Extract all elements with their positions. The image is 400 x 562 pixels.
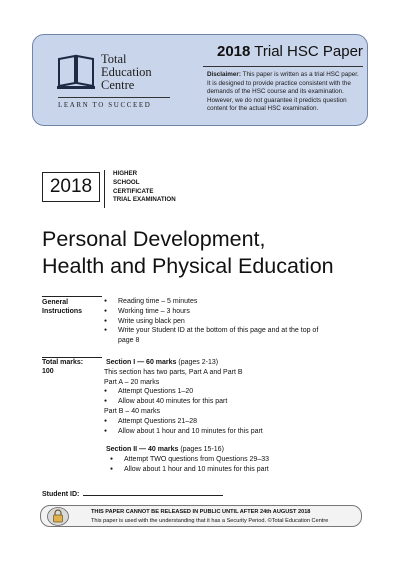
section-2-title: Section II — 40 marks	[106, 446, 179, 454]
section-2-pages: (pages 15-16)	[178, 446, 224, 454]
disclaimer	[207, 71, 363, 114]
section-spacer	[104, 436, 344, 445]
total-marks-value: 100	[42, 367, 54, 375]
brand-name	[101, 53, 152, 92]
general-label-line-2: Instructions	[42, 307, 83, 315]
exam-line-2: SCHOOL	[113, 178, 140, 186]
brand-line-3: Centre	[101, 78, 135, 92]
student-id-label: Student ID:	[42, 491, 80, 498]
section-2-item: ● Allow about 1 hour and 10 minutes for this part	[110, 465, 344, 475]
section-1-pages: (pages 2-13)	[176, 359, 219, 366]
lock-icon	[47, 507, 69, 526]
disclaimer-label: Disclaimer:	[207, 71, 241, 78]
security-period-notice: This paper is used with the understanding that it has a Security Period. ©Total Education Centre	[91, 518, 329, 524]
exam-type	[104, 170, 176, 208]
disclaimer-text: This paper is written as a trial HSC paper. It is designed to provide practice consistent with the demands of the HSC course and its examination. However, we do not guarantee it predicts question content for the actual HSC examination.	[207, 71, 359, 113]
brand-tagline: LEARN TO SUCCEED	[58, 101, 152, 109]
general-rule	[42, 296, 102, 297]
paper-title	[217, 43, 362, 60]
laptop-icon	[55, 53, 97, 93]
general-instructions	[104, 297, 326, 346]
paper-year: 2018	[217, 43, 251, 60]
header-banner	[32, 34, 368, 126]
title-rule	[203, 66, 363, 67]
section-1-heading	[104, 358, 344, 368]
part-b-item: ● Attempt Questions 21–28	[104, 417, 344, 427]
marks-rule	[42, 357, 102, 358]
general-label-line-1: General	[42, 299, 69, 306]
exam-line-4: TRIAL EXAMINATION	[113, 196, 176, 204]
instruction-item: ● Write your Student ID at the bottom of this page and at the top of page 8	[104, 326, 326, 346]
part-b-item: ● Allow about 1 hour and 10 minutes for this part	[104, 427, 344, 437]
section-1-title: Section I — 60 marks	[106, 359, 177, 366]
brand-logo	[55, 51, 173, 115]
total-marks-title: Total marks:	[42, 359, 84, 366]
instruction-item: ● Working time – 3 hours	[104, 307, 326, 317]
student-id-line[interactable]	[83, 489, 223, 496]
section-2-heading	[104, 445, 344, 455]
subject-line-2: Health and Physical Education	[42, 254, 334, 278]
student-id-field[interactable]	[42, 489, 223, 498]
brand-line-1: Total	[101, 52, 127, 66]
exam-line-1: HIGHER	[113, 170, 138, 177]
part-a-heading: Part A – 20 marks	[104, 378, 160, 386]
exam-year-box: 2018	[42, 172, 100, 202]
sections-description	[104, 358, 344, 475]
general-label	[42, 299, 82, 316]
security-notice	[40, 505, 362, 527]
part-a-item: ● Allow about 40 minutes for this part	[104, 397, 344, 407]
part-a-item: ● Attempt Questions 1–20	[104, 387, 344, 397]
brand-line-2: Education	[101, 65, 152, 79]
total-marks-label	[42, 359, 83, 376]
subject-title	[42, 226, 334, 280]
section-1-intro: This section has two parts, Part A and Part B	[104, 368, 243, 376]
instruction-item: ● Write using black pen	[104, 317, 326, 327]
section-2-item: ● Attempt TWO questions from Questions 29–33	[110, 455, 344, 465]
subject-line-1: Personal Development,	[42, 227, 266, 251]
brand-divider	[58, 97, 170, 98]
exam-line-3: CERTIFICATE	[113, 187, 154, 195]
part-b-heading: Part B – 40 marks	[104, 407, 161, 415]
paper-title-text: Trial HSC Paper	[254, 43, 363, 60]
release-date-notice: THIS PAPER CANNOT BE RELEASED IN PUBLIC UNTIL AFTER 24th AUGUST 2018	[91, 509, 311, 515]
instruction-item: ● Reading time – 5 minutes	[104, 297, 326, 307]
